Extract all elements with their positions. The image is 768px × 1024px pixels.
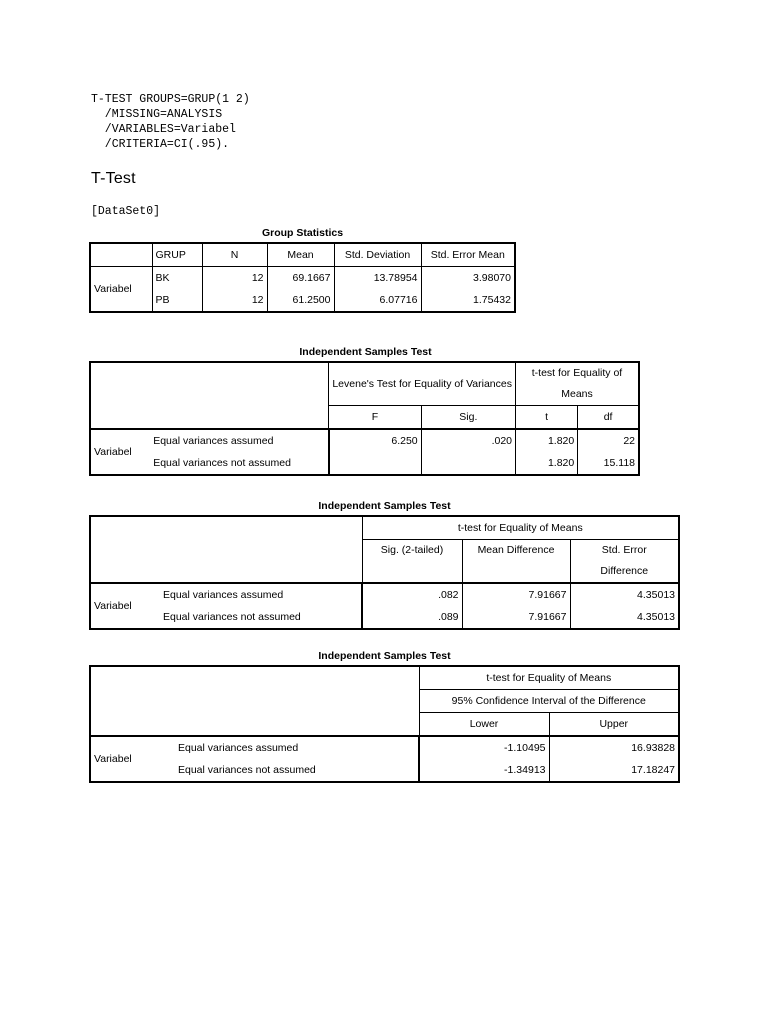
row-variable-label: Variabel	[94, 599, 132, 612]
column-header: Std. Deviation	[334, 243, 421, 267]
table-cell: PB	[152, 289, 202, 312]
group-statistics	[89, 227, 516, 317]
table-row	[90, 606, 679, 629]
corner-cell	[90, 516, 362, 583]
table-header-row	[90, 666, 679, 690]
table-cell: 7.91667	[462, 606, 570, 629]
ttest-header: t-test for Equality of Means	[419, 666, 679, 690]
table-cell: 16.93828	[631, 741, 676, 754]
confidence-interval-table	[89, 665, 680, 783]
table-cell: 12	[202, 289, 267, 312]
row-label: Equal variances not assumed	[150, 452, 329, 475]
corner-cell	[90, 362, 329, 429]
syntax-block	[91, 92, 250, 152]
table-cell: -1.10495	[419, 736, 549, 759]
group-statistics-table	[89, 242, 516, 313]
row-variable-label: Variabel	[94, 445, 132, 458]
table-cell	[329, 452, 421, 475]
table-cell: 6.07716	[334, 289, 421, 312]
table-cell: 7.91667	[462, 583, 570, 606]
table-row	[90, 267, 515, 290]
corner-cell	[90, 666, 419, 736]
table-title: Independent Samples Test	[318, 650, 451, 662]
table-row	[90, 289, 515, 312]
syntax-line: /CRITERIA=CI(.95).	[91, 138, 230, 151]
row-label: Equal variances not assumed	[175, 759, 419, 782]
table-cell: .082	[362, 583, 462, 606]
ttest-header: t-test for Equality of Means	[362, 516, 679, 540]
table-cell: .020	[421, 429, 515, 452]
table-title: Independent Samples Test	[299, 346, 432, 358]
table-cell: -1.34913	[419, 759, 549, 782]
table-cell: BK	[152, 267, 202, 290]
table-cell: 3.98070	[473, 271, 511, 284]
output-heading: T-Test	[91, 170, 136, 187]
syntax-line: /VARIABLES=Variabel	[91, 123, 236, 136]
row-variable-label: Variabel	[94, 752, 132, 765]
table-title: Independent Samples Test	[318, 500, 451, 512]
column-header: t	[516, 406, 578, 430]
table-row	[90, 759, 679, 782]
table-cell: 17.18247	[631, 763, 676, 776]
column-header: Std. Error Difference	[570, 540, 679, 584]
column-header: GRUP	[152, 243, 202, 267]
column-header: Sig. (2-tailed)	[362, 540, 462, 584]
table-title: Group Statistics	[261, 227, 344, 239]
table-row	[90, 736, 679, 759]
table-cell: 15.118	[603, 456, 635, 469]
column-header: N	[202, 243, 267, 267]
row-label: Equal variances assumed	[150, 429, 329, 452]
table-header-row	[90, 243, 515, 267]
table-cell: 69.1667	[267, 267, 334, 290]
table-row	[90, 452, 639, 475]
ttest-means-table	[89, 515, 680, 630]
ci-header: 95% Confidence Interval of the Difference	[419, 690, 679, 713]
levene-test-table	[89, 361, 640, 476]
syntax-line: /MISSING=ANALYSIS	[91, 108, 223, 121]
table-cell: 1.75432	[473, 293, 511, 306]
column-header: Lower	[419, 713, 549, 737]
table-cell: 1.820	[516, 452, 578, 475]
row-label: Equal variances assumed	[160, 583, 362, 606]
column-header: Mean Difference	[462, 540, 570, 584]
table-header-row	[90, 362, 639, 406]
column-header: Mean	[267, 243, 334, 267]
corner-cell	[90, 243, 152, 267]
column-header: Upper	[549, 713, 679, 737]
table-header-row	[90, 516, 679, 540]
column-header: F	[329, 406, 421, 430]
column-header: Std. Error Mean	[421, 243, 515, 267]
table-cell: 12	[202, 267, 267, 290]
row-variable-label: Variabel	[90, 267, 152, 313]
ttest-header: t-test for Equality of Means	[516, 362, 640, 406]
row-label: Equal variances assumed	[175, 736, 419, 759]
table-cell: 13.78954	[334, 267, 421, 290]
table-cell	[421, 452, 515, 475]
table-cell: .089	[362, 606, 462, 629]
column-header: Sig.	[421, 406, 515, 430]
column-header: df	[578, 406, 639, 430]
table-cell: 4.35013	[637, 610, 676, 623]
table-cell: 61.2500	[267, 289, 334, 312]
dataset-label: [DataSet0]	[91, 205, 161, 218]
levene-header: Levene's Test for Equality of Variances	[329, 362, 516, 406]
syntax-line: T-TEST GROUPS=GRUP(1 2)	[91, 93, 250, 106]
independent-samples-test-2	[89, 500, 680, 635]
table-cell: 22	[623, 434, 635, 447]
row-label: Equal variances not assumed	[160, 606, 362, 629]
independent-samples-test-3	[89, 650, 680, 790]
table-cell: 4.35013	[637, 588, 676, 601]
table-cell: 6.250	[329, 429, 421, 452]
table-row	[90, 429, 639, 452]
independent-samples-test-1	[89, 346, 642, 486]
table-cell: 1.820	[516, 429, 578, 452]
table-row	[90, 583, 679, 606]
